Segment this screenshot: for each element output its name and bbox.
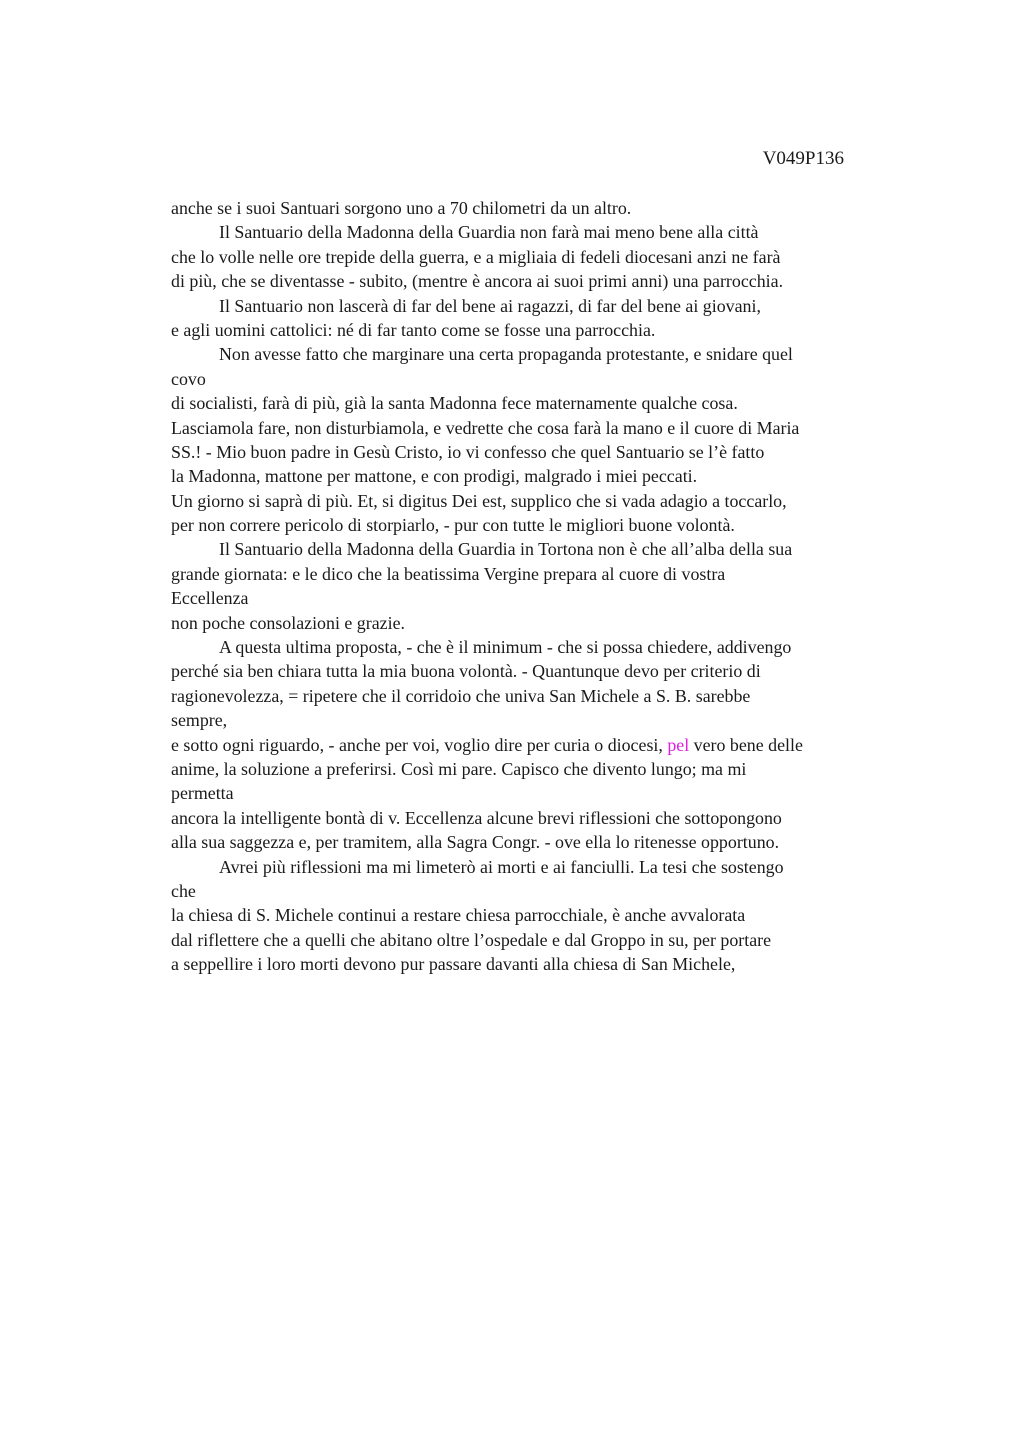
- highlighted-word: pel: [667, 734, 690, 755]
- text-line: Non avesse fatto che marginare una certa propaganda protestante, e snidare quel: [219, 344, 793, 365]
- text-line: e agli uomini cattolici: né di far tanto come se fosse una parrocchia.: [171, 319, 656, 340]
- text-line: SS.! - Mio buon padre in Gesù Cristo, io vi confesso che quel Santuario se l’è fatto: [171, 441, 765, 462]
- document-body: [171, 196, 921, 977]
- text-line: ragionevolezza, = ripetere che il corridoio che univa San Michele a S. B. sarebbe: [171, 685, 751, 706]
- text-line: perché sia ben chiara tutta la mia buona volontà. - Quantunque devo per criterio di: [171, 661, 761, 682]
- text-line: A questa ultima proposta, - che è il minimum - che si possa chiedere, addivengo: [219, 637, 792, 658]
- text-line: la Madonna, mattone per mattone, e con prodigi, malgrado i miei peccati.: [171, 466, 698, 487]
- text-line: Avrei più riflessioni ma mi limeterò ai morti e ai fanciulli. La tesi che sostengo: [219, 856, 784, 877]
- text-line: permetta: [171, 783, 234, 804]
- text-line: grande giornata: e le dico che la beatissima Vergine prepara al cuore di vostra: [171, 563, 726, 584]
- text-line-highlighted: [171, 733, 921, 757]
- text-line: che lo volle nelle ore trepide della guerra, e a migliaia di fedeli diocesani anzi ne farà: [171, 246, 781, 267]
- text-line: la chiesa di S. Michele continui a restare chiesa parrocchiale, è anche avvalorata: [171, 905, 746, 926]
- text-line: alla sua saggezza e, per tramitem, alla Sagra Congr. - ove ella lo ritenesse opportuno.: [171, 832, 780, 853]
- text-line: che: [171, 880, 196, 901]
- text-line: ancora la intelligente bontà di v. Eccellenza alcune brevi riflessioni che sottopongono: [171, 807, 782, 828]
- text-line: Il Santuario non lascerà di far del bene ai ragazzi, di far del bene ai giovani,: [219, 295, 761, 316]
- text-line: dal riflettere che a quelli che abitano oltre l’ospedale e dal Groppo in su, per portare: [171, 929, 772, 950]
- text-line: di socialisti, farà di più, già la santa Madonna fece maternamente qualche cosa.: [171, 393, 738, 414]
- text-line: Il Santuario della Madonna della Guardia non farà mai meno bene alla città: [219, 222, 759, 243]
- text-line: anime, la soluzione a preferirsi. Così mi pare. Capisco che divento lungo; ma mi: [171, 758, 747, 779]
- text-line: Eccellenza: [171, 588, 249, 609]
- text-line: non poche consolazioni e grazie.: [171, 612, 405, 633]
- text-line: di più, che se diventasse - subito, (mentre è ancora ai suoi primi anni) una parrocchia.: [171, 271, 784, 292]
- text-line: Il Santuario della Madonna della Guardia in Tortona non è che all’alba della sua: [219, 539, 793, 560]
- text-line: per non correre pericolo di storpiarlo, - pur con tutte le migliori buone volontà.: [171, 515, 735, 536]
- text-line: anche se i suoi Santuari sorgono uno a 70 chilometri da un altro.: [171, 198, 632, 218]
- text-line: a seppellire i loro morti devono pur passare davanti alla chiesa di San Michele,: [171, 954, 736, 975]
- text-line: sempre,: [171, 710, 228, 731]
- text-segment: e sotto ogni riguardo, - anche per voi, voglio dire per curia o diocesi,: [171, 734, 668, 755]
- text-line: Lasciamola fare, non disturbiamola, e vedrette che cosa farà la mano e il cuore di Maria: [171, 417, 800, 438]
- text-segment: vero bene delle: [689, 734, 803, 755]
- text-line: Un giorno si saprà di più. Et, si digitus Dei est, supplico che si vada adagio a toccarlo,: [171, 490, 787, 511]
- text-line: covo: [171, 368, 206, 389]
- page-code: V049P136: [762, 148, 844, 169]
